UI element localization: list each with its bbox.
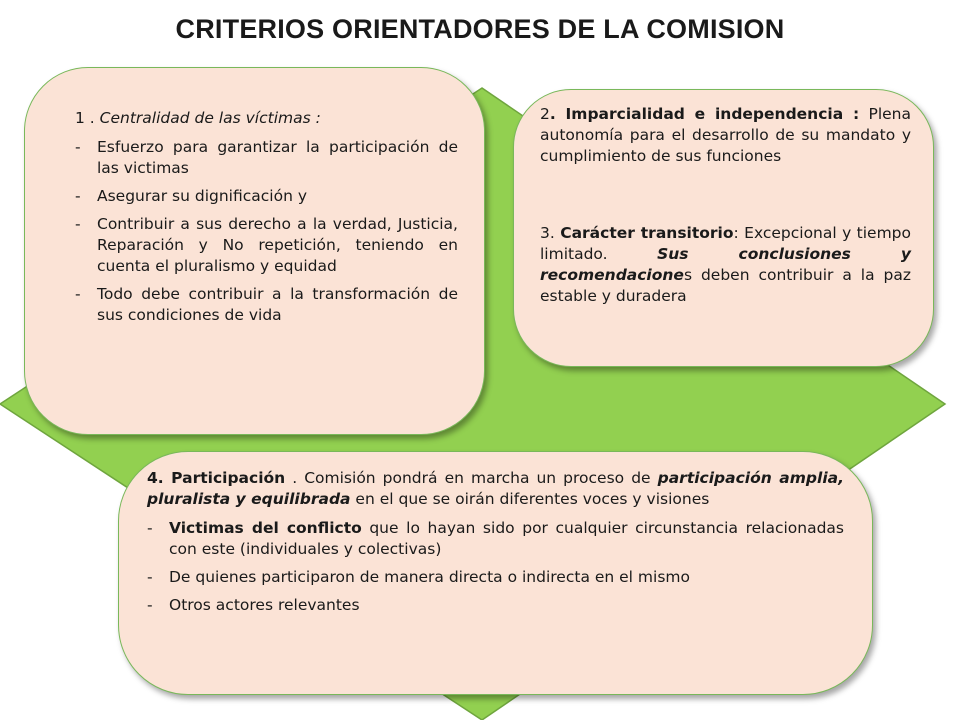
criterion-3-number: 3. bbox=[540, 224, 561, 242]
bullet-dash: - bbox=[147, 596, 153, 614]
bullet-dash: - bbox=[75, 187, 81, 205]
criterion-3-emphasis-1: Sus bbox=[657, 245, 689, 263]
bullet-dash: - bbox=[147, 568, 153, 586]
criterion-2-title: . Imparcialidad e independencia : bbox=[549, 105, 860, 123]
criterion-4-emphasis: participación amplia, pluralista y equilibrada bbox=[147, 469, 844, 508]
criterion-1-heading bbox=[75, 108, 458, 129]
criterion-3-text: : Excepcional y tiempo limitado. bbox=[540, 224, 912, 263]
criteria-2-3-box bbox=[513, 89, 934, 367]
criterion-3-title: Carácter transitorio bbox=[560, 224, 734, 242]
bullet-dash: - bbox=[75, 285, 81, 303]
bullet-dash: - bbox=[147, 519, 153, 537]
list-item bbox=[147, 595, 844, 616]
criterion-3-paragraph bbox=[540, 223, 911, 307]
list-item bbox=[147, 567, 844, 588]
criterion-4-intro bbox=[147, 468, 844, 510]
list-item-text: Asegurar su dignificación y bbox=[97, 187, 308, 205]
list-item bbox=[75, 186, 458, 207]
criterion-4-box bbox=[118, 451, 873, 695]
list-item-rest: que lo hayan sido por cualquier circunstancia relacionadas con este (individuales y colectivas) bbox=[169, 519, 844, 558]
list-item-text: Esfuerzo para garantizar la participación de las victimas bbox=[97, 138, 458, 177]
page-title: CRITERIOS ORIENTADORES DE LA COMISION bbox=[175, 14, 785, 44]
criterion-4-title: 4. Participación bbox=[147, 469, 286, 487]
criterion-1-title: Centralidad de las víctimas : bbox=[99, 109, 321, 127]
bullet-dash: - bbox=[75, 215, 81, 233]
criterion-4-text-end: en el que se oirán diferentes voces y visiones bbox=[350, 490, 710, 508]
criterion-1-box bbox=[24, 67, 485, 435]
list-item-text: Contribuir a sus derecho a la verdad, Justicia, Reparación y No repetición, teniendo en cuenta el pluralismo y equidad bbox=[97, 215, 458, 275]
list-item bbox=[75, 214, 458, 277]
list-item-bold: Victimas del conflicto bbox=[169, 519, 362, 537]
list-item-text: Otros actores relevantes bbox=[169, 596, 360, 614]
bullet-dash: - bbox=[75, 138, 81, 156]
criterion-2-text: Plena autonomía para el desarrollo de su mandato y cumplimiento de sus funciones bbox=[540, 105, 911, 165]
criterion-4-text: . Comisión pondrá en marcha un proceso de bbox=[285, 469, 658, 487]
list-item bbox=[75, 284, 458, 326]
list-item-text: Todo debe contribuir a la transformación de sus condiciones de vida bbox=[97, 285, 458, 324]
list-item bbox=[75, 137, 458, 179]
criterion-3-text-end: s deben contribuir a la paz estable y duradera bbox=[540, 266, 911, 305]
criterion-3-emphasis-2: conclusiones y recomendacione bbox=[540, 245, 912, 284]
list-item-text bbox=[169, 518, 844, 560]
list-item bbox=[147, 518, 844, 560]
criterion-2-paragraph bbox=[540, 104, 911, 167]
list-item-text: De quienes participaron de manera directa o indirecta en el mismo bbox=[169, 568, 690, 586]
criterion-1-number: 1 . bbox=[75, 109, 100, 127]
criterion-2-number: 2 bbox=[540, 105, 550, 123]
